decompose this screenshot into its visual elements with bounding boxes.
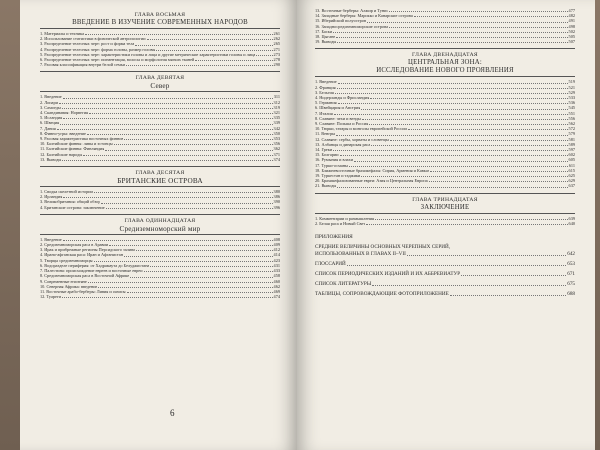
page-ref: 414	[273, 252, 280, 258]
dot-leader	[369, 124, 567, 125]
dot-leader	[63, 240, 273, 241]
dot-leader	[362, 119, 568, 120]
chapter-title: Север	[150, 82, 170, 91]
dot-leader	[370, 98, 567, 99]
right-page	[297, 0, 595, 450]
page-ref: 458	[273, 273, 280, 279]
entry-title: 6. Водоразделе периферия: от Хадрамаута до Белуджистана	[40, 262, 150, 268]
page-ref: 605	[568, 157, 575, 163]
dot-leader	[461, 275, 566, 276]
page-ref: 533	[568, 95, 575, 101]
dot-leader	[135, 45, 272, 46]
entry-title: 19. Выводы	[315, 39, 337, 45]
dot-leader	[333, 150, 567, 151]
divider	[315, 48, 575, 49]
page-ref: 640	[568, 220, 575, 226]
chapter-number: ГЛАВА ДЕСЯТАЯ	[135, 170, 185, 177]
divider	[315, 193, 575, 194]
dot-leader	[59, 103, 273, 104]
dot-leader	[361, 176, 567, 177]
open-book	[20, 0, 595, 450]
entry-title: 20. Брахикефализованные евреи: Азия и Центральная Европа	[315, 178, 428, 184]
appendix-item-line-2-row	[315, 251, 575, 258]
entry-title: 9. Расовая характеристика восточных финнов	[40, 136, 124, 142]
chapter-8-heading	[40, 12, 280, 27]
dot-leader	[101, 203, 272, 204]
entry-title: 1. Введение	[40, 236, 62, 242]
toc-entry	[40, 205, 280, 210]
appendix-item-cranial-series	[315, 244, 575, 258]
entry-title: 2. Лопари	[40, 99, 58, 105]
page-ref: 319	[273, 104, 280, 110]
dot-leader	[338, 103, 568, 104]
entry-title: 12. Славяне: сербы, хорваты и словенцы	[315, 136, 389, 142]
dot-leader	[106, 208, 273, 209]
dot-leader	[63, 118, 272, 119]
entry-title: 12. Туареги	[40, 294, 61, 300]
entry-title: 5. Распределение телесных черт: характеристики головы и лица и другие метрические характеристики головы и лица	[40, 51, 256, 57]
left-page-content	[40, 8, 280, 302]
entry-title: 6. Швейцария и Австрия	[315, 105, 361, 111]
page-ref: 675	[567, 280, 575, 287]
dot-leader	[375, 219, 568, 220]
dot-leader	[335, 93, 568, 94]
chapter-12-heading	[315, 48, 575, 75]
chapter-11-continued-entries	[315, 8, 575, 44]
page-ref: 261	[273, 31, 280, 36]
dot-leader	[338, 83, 568, 84]
divider	[40, 186, 280, 187]
page-ref: 521	[568, 84, 575, 90]
appendix-item	[315, 271, 575, 278]
entry-title: 12. Балтийские народы	[40, 151, 83, 157]
dot-leader	[390, 140, 568, 141]
entry-title: 16. Западносредиземноморские острова	[315, 23, 389, 29]
page-ref: 396	[273, 204, 280, 210]
dot-leader	[130, 277, 272, 278]
divider	[40, 91, 280, 92]
page-ref: 545	[568, 105, 575, 111]
entry-title: 16. Румыния и влахи	[315, 157, 354, 163]
dot-leader	[124, 256, 273, 257]
page-ref: 498	[568, 23, 575, 29]
page-ref: 556	[568, 115, 575, 121]
entry-title: 7. Палестина: происхождение евреев и восточные евреи	[40, 268, 143, 274]
dot-leader	[126, 65, 273, 66]
page-ref: 491	[568, 18, 575, 24]
dot-leader	[150, 266, 272, 267]
entry-title: 3. Самоеды	[40, 104, 61, 110]
dot-leader	[89, 113, 273, 114]
page-ref: 271	[273, 46, 280, 52]
entry-title: 19. Туркестан и таджики	[315, 173, 361, 179]
chapter-title-line-1: ЦЕНТРАЛЬНАЯ ЗОНА:	[408, 59, 482, 67]
entry-title: 7. Расовая классификация внутри белой семьи	[40, 62, 125, 68]
dot-leader	[85, 34, 273, 35]
dot-leader	[347, 265, 566, 266]
appendix-item	[315, 281, 575, 288]
divider	[40, 28, 280, 29]
chapter-9-entries	[40, 94, 280, 162]
page-ref: 409	[273, 242, 280, 248]
entry-title: 6. Распределение телесных черт: пигментация, волосы и морфология мягких тканей	[40, 57, 195, 63]
entry-title: 13. Восточные берберы: Алжир и Тунис	[315, 8, 389, 13]
toc-entry	[315, 183, 575, 188]
page-ref: 350	[273, 130, 280, 136]
dot-leader	[334, 114, 568, 115]
page-ref: 502	[568, 28, 575, 34]
entry-title: 17. Баски	[315, 28, 333, 34]
page-ref: 572	[568, 126, 575, 132]
page-ref: 602	[568, 152, 575, 158]
chapter-title: Средиземноморский мир	[119, 224, 201, 233]
page-ref: 579	[568, 131, 575, 137]
dot-leader	[371, 145, 567, 146]
dot-leader	[340, 155, 568, 156]
right-page-content	[315, 8, 575, 298]
dot-leader	[414, 16, 568, 17]
dot-leader	[337, 42, 567, 43]
divider	[40, 234, 280, 235]
dot-leader	[109, 245, 272, 246]
page-ref: 536	[568, 100, 575, 106]
entry-title: 4. Ирано-афганская раса: Иран и Афганистан	[40, 252, 124, 258]
page-ref: 386	[273, 194, 280, 200]
page-ref: 653	[567, 260, 575, 267]
dot-leader	[407, 255, 566, 256]
entry-title: 9. Современные египтяне	[40, 278, 87, 284]
dot-leader	[87, 134, 273, 135]
entry-title: 1. Комментарии и размышления	[315, 215, 374, 221]
toc-entry	[315, 39, 575, 44]
dot-leader	[372, 285, 566, 286]
dot-leader	[114, 144, 273, 145]
page-ref: 474	[273, 294, 280, 300]
entry-title: 10. Балтийские финны: ливы и эстонцы	[40, 141, 113, 147]
page-ref: 353	[273, 136, 280, 142]
page-ref: 342	[273, 125, 280, 131]
chapter-title-line-2: ИССЛЕДОВАНИЕ НОВОГО ПРОЯВЛЕНИЯ	[376, 67, 514, 75]
page-ref: 519	[568, 79, 575, 85]
page-ref: 433	[273, 268, 280, 274]
entry-title: 4. Распределение телесных черт: форма головы, размер головы	[40, 46, 156, 52]
toc-entry	[40, 62, 280, 67]
appendix-item-title: ТАБЛИЦЫ, СОПРОВОЖДАЮЩИЕ ФОТОПРИЛОЖЕНИЕ	[315, 290, 449, 297]
page-ref: 321	[273, 110, 280, 116]
dot-leader	[366, 224, 567, 225]
dot-leader	[98, 287, 272, 288]
dot-leader	[156, 50, 272, 51]
chapter-10-entries	[40, 189, 280, 210]
dot-leader	[336, 37, 567, 38]
entry-title: 14. Западные берберы: Марокко и Канарские острова	[315, 13, 413, 19]
entry-title: 4. Скандинавия: Норвегия	[40, 110, 89, 116]
chapter-title: ЗАКЛЮЧЕНИЕ	[420, 203, 470, 211]
entry-title: 17. Турки-османы	[315, 162, 348, 168]
dot-leader	[450, 295, 566, 296]
page-ref: 629	[568, 178, 575, 184]
page-ref: 462	[273, 283, 280, 289]
page-ref: 611	[568, 162, 575, 168]
dot-leader	[337, 88, 568, 89]
chapter-number: ГЛАВА ВОСЬМАЯ	[134, 12, 186, 18]
dot-leader	[361, 109, 567, 110]
entry-title: 15. Болгарии	[315, 152, 339, 158]
appendix-item-line-1: СРЕДНИЕ ВЕЛИЧИНЫ ОСНОВНЫХ ЧЕРЕПНЫХ СЕРИЙ,	[315, 244, 451, 251]
entry-title: 5. Исландия	[40, 115, 63, 121]
page-ref: 469	[273, 288, 280, 294]
divider	[40, 166, 280, 167]
appendix-item-title: СПИСОК ПЕРИОДИЧЕСКИХ ИЗДАНИЙ И ИХ АББРЕВИАТУР	[315, 270, 461, 277]
entry-title: 7. Италия	[315, 110, 333, 116]
entry-title: 3. Великобритания: общий обзор	[40, 199, 101, 205]
toc-entry	[315, 221, 575, 226]
page-ref: 431	[273, 262, 280, 268]
entry-title: 15. Иберийский полуостров	[315, 18, 366, 24]
chapter-title: ВВЕДЕНИЕ В ИЗУЧЕНИЕ СОВРЕМЕННЫХ НАРОДОВ	[72, 19, 248, 26]
dot-leader	[333, 32, 567, 33]
entry-title: 10. Тюрки, татары и монголы европейской России	[315, 126, 407, 132]
appendix-items	[315, 261, 575, 298]
page-ref: 482	[568, 13, 575, 19]
entry-title: 6. Швеция	[40, 120, 60, 126]
page-number: 6	[170, 408, 175, 418]
page-ref: 371	[273, 151, 280, 157]
entry-title: 5. Германия	[315, 100, 337, 106]
page-ref: 312	[273, 99, 280, 105]
dot-leader	[63, 98, 273, 99]
dot-leader	[60, 124, 272, 125]
dot-leader	[336, 135, 567, 136]
chapter-8-entries	[40, 31, 280, 67]
dot-leader	[354, 161, 568, 162]
dot-leader	[256, 55, 272, 56]
dot-leader	[430, 171, 567, 172]
dot-leader	[124, 139, 272, 140]
dot-leader	[144, 271, 273, 272]
entry-title: 2. Средиземноморская раса в Аравии	[40, 242, 109, 248]
dot-leader	[94, 261, 273, 262]
page-ref: 356	[273, 141, 280, 147]
page-ref: 477	[568, 8, 575, 13]
chapter-13-heading	[315, 193, 575, 212]
appendix-item-title: ГЛОССАРИЙ	[315, 260, 346, 267]
chapter-12-entries	[315, 79, 575, 188]
entry-title: 7. Дания	[40, 125, 56, 131]
chapter-number: ГЛАВА ОДИННАДЦАТАЯ	[124, 217, 196, 224]
page-ref: 273	[273, 51, 280, 57]
dot-leader	[389, 27, 568, 28]
dot-leader	[337, 187, 567, 188]
page-ref: 551	[568, 110, 575, 116]
page-ref: 637	[568, 183, 575, 189]
page-ref: 290	[273, 62, 280, 68]
chapter-number: ГЛАВА ДЕВЯТАЯ	[135, 75, 185, 82]
page-ref: 265	[273, 41, 280, 47]
dot-leader	[63, 197, 272, 198]
entry-title: 4. Британские острова: заключение	[40, 204, 105, 210]
page-ref: 505	[568, 34, 575, 40]
appendix-heading: ПРИЛОЖЕНИЯ	[315, 234, 353, 241]
page-ref: 671	[567, 270, 575, 277]
entry-title: 8. Славяне: чехи и венды	[315, 115, 361, 121]
page-ref: 589	[568, 141, 575, 147]
chapter-10-heading	[40, 166, 280, 185]
entry-title: 8. Средиземноморская раса в Восточной Африке	[40, 273, 130, 279]
dot-leader	[389, 11, 567, 12]
chapter-number: ГЛАВА ТРИНАДЦАТАЯ	[412, 196, 478, 203]
page-ref: 380	[273, 189, 280, 195]
entry-title: 10. Северная Африка: введение	[40, 283, 98, 289]
divider	[40, 214, 280, 215]
dot-leader	[147, 39, 273, 40]
entry-title: 2. Франция	[315, 84, 336, 90]
divider	[315, 213, 575, 214]
entry-title: 11. Восточные арабо-берберы: Ливия и оазисы	[40, 288, 126, 294]
page-ref: 507	[568, 39, 575, 45]
dot-leader	[195, 60, 272, 61]
dot-leader	[62, 160, 272, 161]
entry-title: 1. Материалы и техника	[40, 31, 84, 36]
page-ref: 408	[273, 236, 280, 242]
dot-leader	[127, 292, 273, 293]
entry-title: 11. Венгры	[315, 131, 336, 137]
chapter-9-heading	[40, 71, 280, 90]
entry-title: 2. Ирландия	[40, 194, 63, 200]
dot-leader	[349, 166, 568, 167]
entry-title: 14. Греки	[315, 147, 333, 153]
divider	[315, 76, 575, 77]
dot-leader	[429, 181, 568, 182]
entry-title: 18. Ближневосточные брахикефалы: Сирия, Армения и Кавказ	[315, 167, 430, 173]
page-ref: 639	[568, 215, 575, 221]
left-page	[20, 0, 297, 450]
entry-title: 3. Ирак и прибрежные регионы Персидского залива	[40, 247, 135, 253]
dot-leader	[83, 155, 272, 156]
chapter-title: БРИТАНСКИЕ ОСТРОВА	[117, 177, 203, 186]
page-ref: 412	[273, 247, 280, 253]
toc-entry	[40, 294, 280, 299]
entry-title: 11. Балтийские финны: Финляндия	[40, 146, 105, 152]
entry-title: 18. Цыгане	[315, 34, 336, 40]
entry-title: 1. Введение	[40, 94, 62, 100]
page-ref: 460	[273, 278, 280, 284]
dot-leader	[136, 250, 273, 251]
dot-leader	[62, 108, 273, 109]
dot-leader	[62, 297, 273, 298]
chapter-11-entries	[40, 237, 280, 299]
page-ref: 339	[273, 120, 280, 126]
chapter-13-entries	[315, 216, 575, 226]
page-ref: 262	[273, 36, 280, 42]
page-ref: 374	[273, 156, 280, 162]
chapter-number: ГЛАВА ДВЕНАДЦАТАЯ	[412, 52, 478, 59]
page-ref: 423	[273, 257, 280, 263]
entry-title: 1. Сводка скелетной истории	[40, 189, 93, 195]
entry-title: 21. Выводы	[315, 183, 337, 189]
chapter-11-heading	[40, 214, 280, 233]
dot-leader	[105, 150, 272, 151]
page-ref: 335	[273, 115, 280, 121]
page-ref: 362	[273, 146, 280, 152]
toc-entry	[40, 157, 280, 162]
page-ref: 642	[567, 250, 575, 257]
page-ref: 278	[273, 57, 280, 63]
page-ref: 615	[568, 167, 575, 173]
entry-title: 13. Выводы	[40, 156, 62, 162]
page-ref: 562	[568, 121, 575, 127]
page-ref: 390	[273, 199, 280, 205]
appendix-item-title: СПИСОК ЛИТЕРАТУРЫ	[315, 280, 372, 287]
appendix-item-line-2: ИСПОЛЬЗОВАННЫХ В ГЛАВАХ II–VII	[315, 250, 406, 257]
page-ref: 529	[568, 89, 575, 95]
dot-leader	[94, 192, 273, 193]
page-ref: 597	[568, 147, 575, 153]
page-ref: 688	[567, 290, 575, 297]
entry-title: 1. Введение	[315, 79, 337, 85]
entry-title: 2. Белая раса и Новый Свет	[315, 220, 366, 226]
dot-leader	[57, 129, 273, 130]
page-ref: 625	[568, 173, 575, 179]
divider	[40, 71, 280, 72]
appendix-item	[315, 291, 575, 298]
entry-title: 4. Нидерланды и Фрисландия	[315, 95, 370, 101]
appendix-item	[315, 261, 575, 268]
dot-leader	[408, 129, 568, 130]
entry-title: 8. Финно-угры: введение	[40, 130, 86, 136]
entry-title: 5. Творцы средиземноморцы	[40, 257, 93, 263]
entry-title: 13. Албанцы и динарская раса	[315, 141, 371, 147]
entry-title: 9. Славяне: Польша и Россия	[315, 121, 369, 127]
entry-title: 2. Использование статистики в физической антропологии	[40, 36, 146, 42]
dot-leader	[367, 22, 568, 23]
entry-title: 3. Бельгия	[315, 89, 334, 95]
page-ref: 311	[273, 94, 280, 100]
page-ref: 581	[568, 136, 575, 142]
dot-leader	[88, 282, 273, 283]
entry-title: 3. Распределение телесных черт: рост и форма тела	[40, 41, 135, 47]
